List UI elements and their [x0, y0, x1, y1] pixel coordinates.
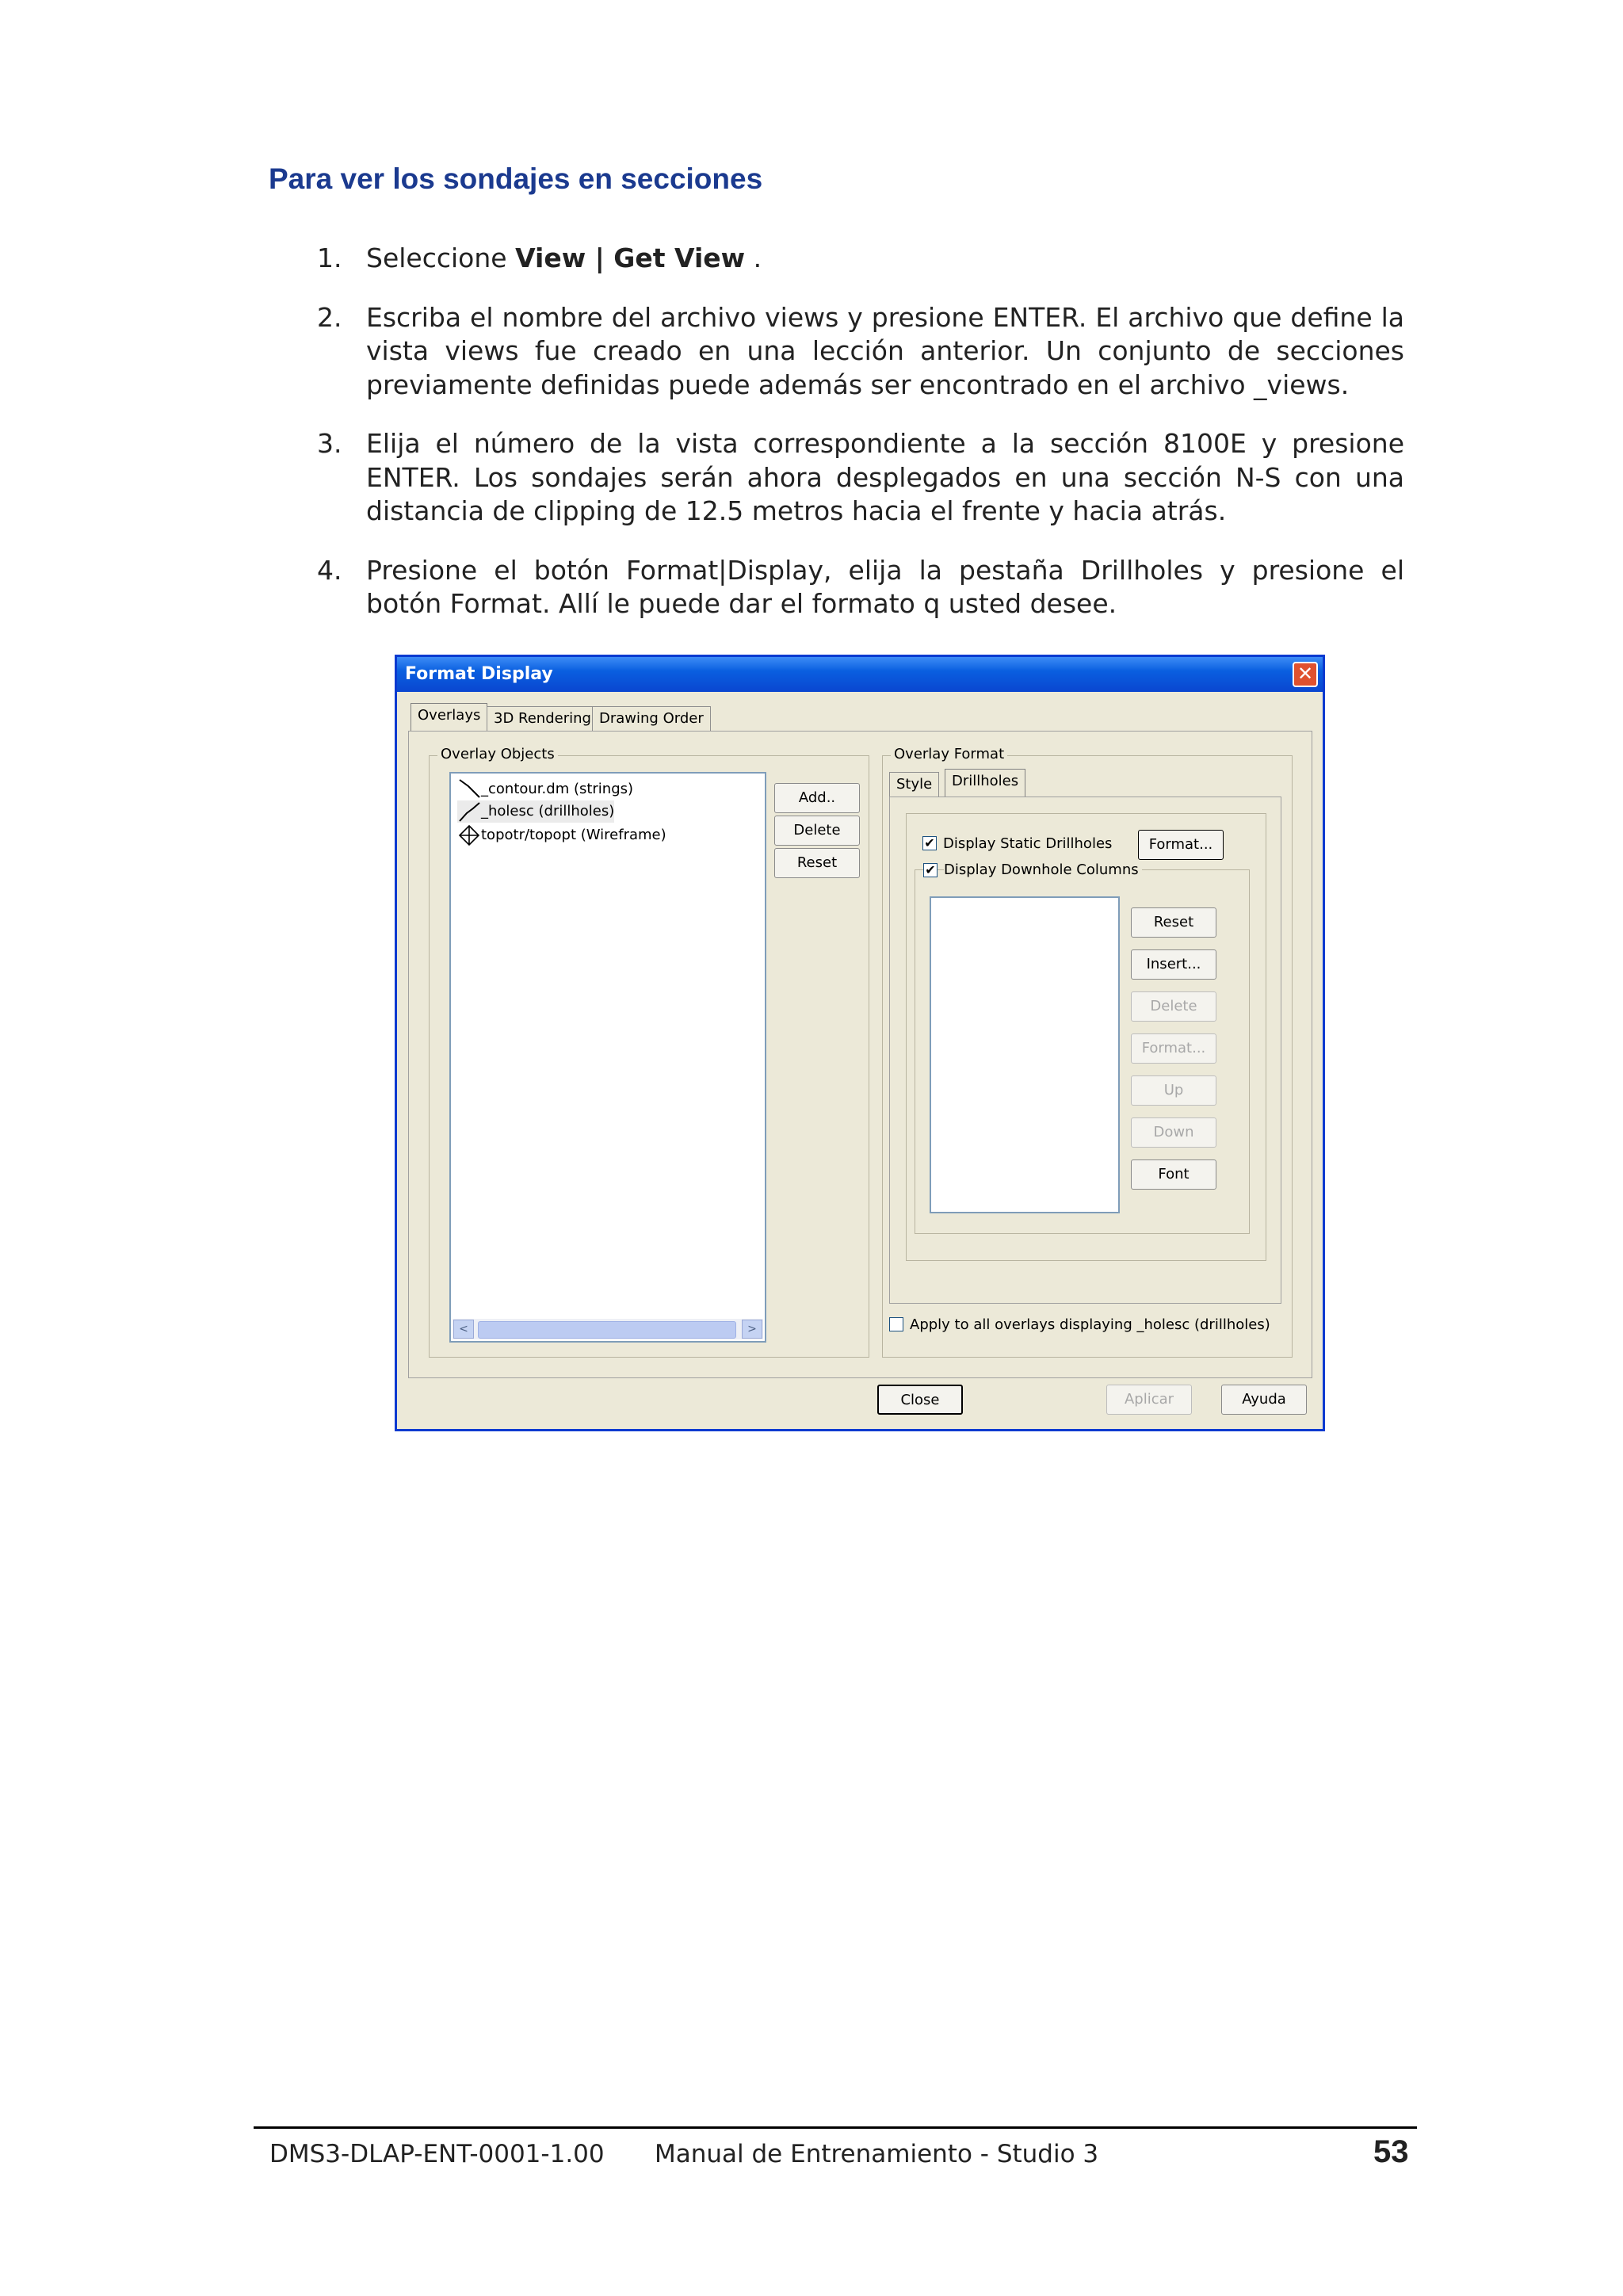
apply-to-all-checkbox[interactable] — [889, 1317, 903, 1331]
dialog-title-bar[interactable] — [397, 657, 1323, 692]
list-item-label: _holesc (drillholes) — [481, 803, 615, 819]
tab-drillholes[interactable]: Drillholes — [945, 769, 1025, 797]
apply-button[interactable]: Aplicar — [1106, 1385, 1192, 1415]
dialog-title: Format Display — [405, 664, 553, 684]
list-item[interactable] — [457, 778, 633, 800]
display-downhole-columns-checkbox[interactable]: ✔ — [923, 863, 938, 877]
step-3 — [317, 427, 1404, 529]
overlay-objects-list[interactable] — [449, 772, 766, 1343]
tab-drawing-order[interactable]: Drawing Order — [592, 706, 711, 732]
step-text-pre: Seleccione — [366, 243, 516, 273]
step-2 — [317, 301, 1404, 403]
downhole-columns-list[interactable] — [930, 896, 1120, 1213]
drillholes-tab-panel — [889, 797, 1281, 1304]
reset-button[interactable]: Reset — [774, 848, 860, 878]
strings-icon — [457, 778, 481, 800]
step-text: Presione el botón Format|Display, elija la pestaña Drillholes y presione el botón Format. Allí le puede dar el formato q usted desee. — [366, 554, 1404, 619]
horizontal-scrollbar[interactable] — [453, 1319, 763, 1339]
apply-to-all-label: Apply to all overlays displaying _holesc (drillholes) — [910, 1316, 1270, 1333]
manual-title: Manual de Entrenamiento - Studio 3 — [655, 2140, 1099, 2168]
menu-path: View | Get View — [515, 243, 746, 273]
scroll-left-icon[interactable]: < — [453, 1320, 474, 1339]
scroll-thumb[interactable] — [478, 1321, 736, 1339]
wireframe-icon — [457, 824, 481, 846]
list-item-label: _contour.dm (strings) — [481, 781, 634, 797]
help-button[interactable]: Ayuda — [1221, 1385, 1307, 1415]
page-number: 53 — [1373, 2134, 1409, 2169]
drillholes-options-box — [906, 813, 1266, 1261]
down-button[interactable]: Down — [1131, 1117, 1216, 1148]
overlays-tab-panel — [408, 731, 1312, 1378]
columns-reset-button[interactable]: Reset — [1131, 907, 1216, 938]
step-text-post: . — [745, 243, 762, 273]
list-item[interactable] — [457, 824, 666, 846]
section-heading: Para ver los sondajes en secciones — [269, 162, 763, 195]
columns-format-button[interactable]: Format... — [1131, 1033, 1216, 1064]
step-1 — [317, 242, 1404, 276]
tab-3d-rendering[interactable]: 3D Rendering — [487, 706, 598, 732]
footer-rule — [254, 2126, 1417, 2129]
display-static-drillholes-checkbox[interactable]: ✔ — [922, 836, 937, 850]
drillhole-icon — [457, 800, 481, 823]
format-display-dialog — [395, 655, 1325, 1431]
delete-button[interactable]: Delete — [774, 816, 860, 846]
tab-overlays[interactable]: Overlays — [411, 703, 487, 732]
font-button[interactable]: Font — [1131, 1159, 1216, 1190]
list-item[interactable] — [457, 800, 614, 823]
step-4 — [317, 554, 1404, 621]
display-downhole-columns-label: Display Downhole Columns — [944, 861, 1142, 878]
step-text: Elija el número de la vista correspondiente a la sección 8100E y presione ENTER. Los sondajes serán ahora desplegados en una sección N-S con una distancia de clipping de 12.5 metros hacia el frente y hacia atrás. — [366, 428, 1404, 526]
overlay-format-group — [882, 746, 1293, 1358]
instruction-list — [317, 242, 1404, 647]
display-static-drillholes-label: Display Static Drillholes — [943, 835, 1113, 852]
tab-style[interactable]: Style — [889, 772, 939, 797]
step-number: 2. — [317, 301, 342, 333]
scroll-right-icon[interactable]: > — [742, 1320, 762, 1339]
step-number: 1. — [317, 243, 342, 273]
step-number: 3. — [317, 428, 342, 459]
step-number: 4. — [317, 554, 342, 586]
close-icon[interactable]: ✕ — [1293, 662, 1318, 687]
insert-button[interactable]: Insert... — [1131, 949, 1216, 980]
list-item-label: topotr/topopt (Wireframe) — [481, 827, 666, 843]
columns-delete-button[interactable]: Delete — [1131, 991, 1216, 1022]
downhole-columns-group — [915, 861, 1250, 1234]
overlay-objects-label: Overlay Objects — [437, 746, 558, 762]
document-code: DMS3-DLAP-ENT-0001-1.00 — [269, 2140, 605, 2168]
step-text: Escriba el nombre del archivo views y presione ENTER. El archivo que define la vista views fue creado en una lección anterior. Un conjunto de secciones previamente definidas puede además ser encontrado en el archivo _views. — [366, 301, 1404, 400]
overlay-objects-group — [429, 746, 869, 1358]
add-button[interactable]: Add.. — [774, 783, 860, 813]
close-button[interactable]: Close — [877, 1385, 963, 1415]
overlay-format-label: Overlay Format — [891, 746, 1007, 762]
format-drillholes-button[interactable]: Format... — [1138, 830, 1224, 860]
up-button[interactable]: Up — [1131, 1075, 1216, 1106]
